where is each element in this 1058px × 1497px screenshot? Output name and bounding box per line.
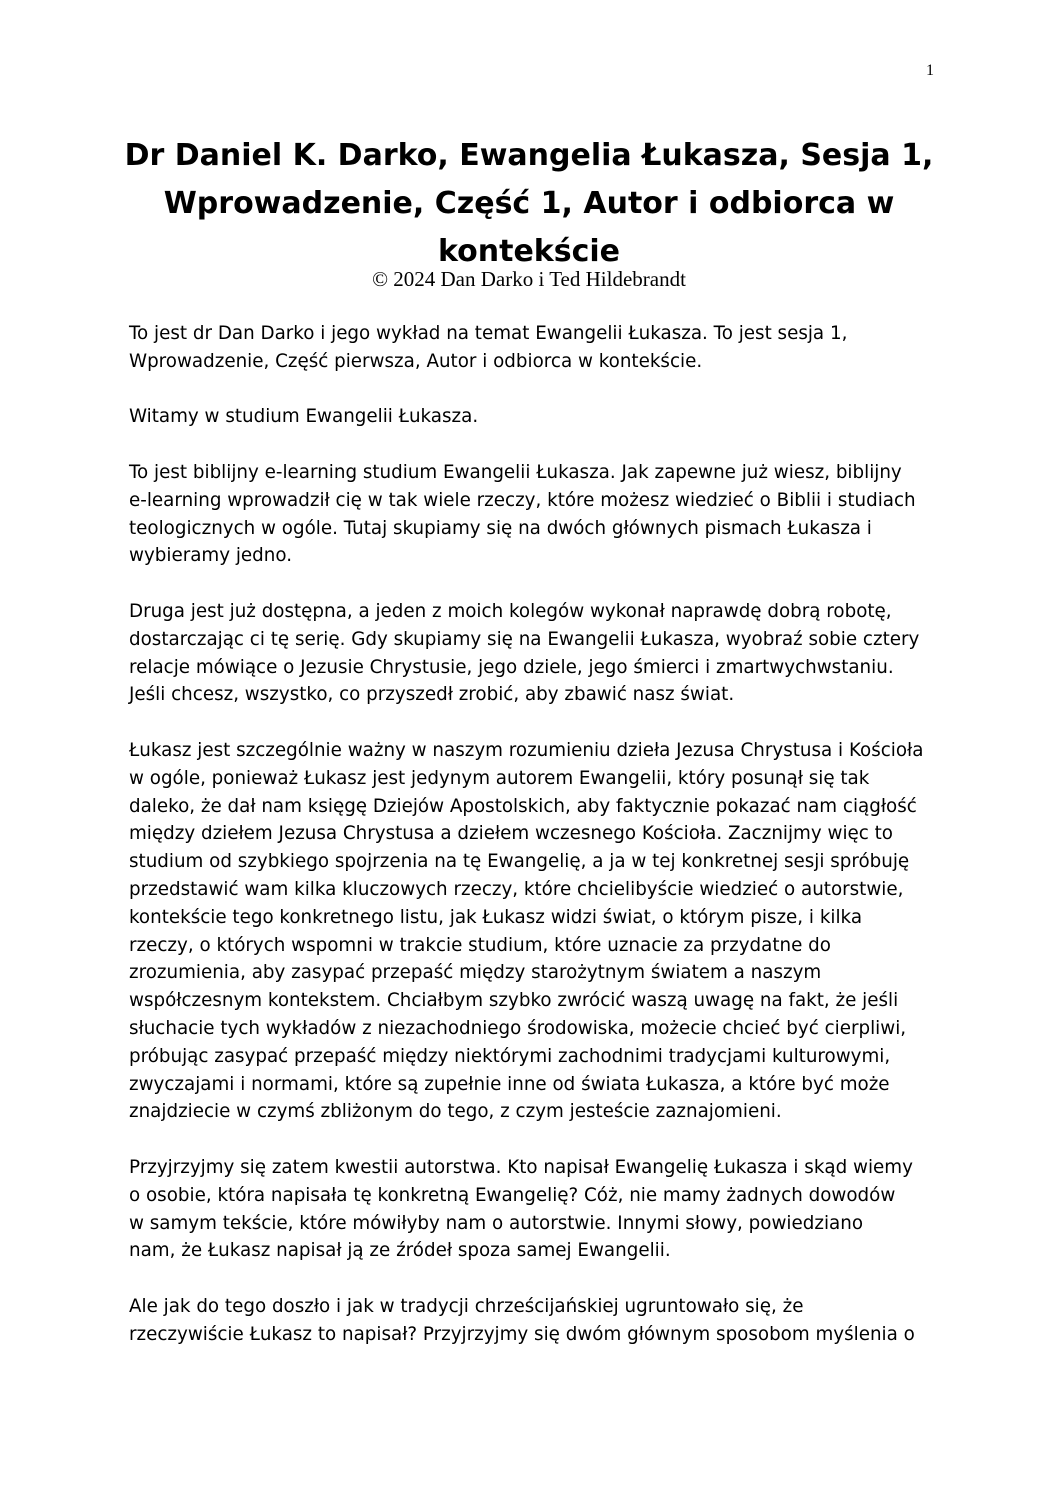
document-body bbox=[129, 320, 939, 1376]
text-line: Witamy w studium Ewangelii Łukasza. bbox=[129, 406, 479, 428]
text-line: Druga jest już dostępna, a jeden z moich kolegów wykonał naprawdę dobrą robotę, bbox=[129, 600, 892, 622]
text-line: Ale jak do tego doszło i jak w tradycji chrześcijańskiej ugruntowało się, że bbox=[129, 1295, 804, 1317]
text-line: nam, że Łukasz napisał ją ze źródeł spoza samej Ewangelii. bbox=[129, 1240, 671, 1262]
text-line: między dziełem Jezusa Chrystusa a dziełem wczesnego Kościoła. Zacznijmy więc to bbox=[129, 823, 893, 845]
text-line: dostarczając ci tę serię. Gdy skupiamy się na Ewangelii Łukasza, wyobraź sobie cztery bbox=[129, 628, 920, 650]
text-line: teologicznych w ogóle. Tutaj skupiamy się na dwóch głównych pismach Łukasza i bbox=[129, 517, 872, 539]
text-line: rzeczy, o których wspomni w trakcie studium, które uznacie za przydatne do bbox=[129, 934, 831, 956]
paragraph bbox=[129, 459, 939, 570]
text-line: e-learning wprowadził cię w tak wiele rzeczy, które możesz wiedzieć o Biblii i studiach bbox=[129, 489, 916, 511]
document-title bbox=[120, 132, 938, 276]
text-line: współczesnym kontekstem. Chciałbym szybko zwrócić waszą uwagę na fakt, że jeśli bbox=[129, 990, 899, 1012]
text-line: wybieramy jedno. bbox=[129, 545, 293, 567]
text-line: o osobie, która napisała tę konkretną Ewangelię? Cóż, nie mamy żadnych dowodów bbox=[129, 1184, 896, 1206]
text-line: kontekście tego konkretnego listu, jak Łukasz widzi świat, o którym pisze, i kilka bbox=[129, 906, 863, 928]
paragraph bbox=[129, 1293, 939, 1349]
page-number: 1 bbox=[926, 62, 934, 79]
text-line: rzeczywiście Łukasz to napisał? Przyjrzyjmy się dwóm głównym sposobom myślenia o bbox=[129, 1323, 915, 1345]
text-line: Łukasz jest szczególnie ważny w naszym rozumieniu dzieła Jezusa Chrystusa i Kościoła bbox=[129, 739, 924, 761]
title-line: kontekście bbox=[437, 234, 621, 269]
text-line: próbując zasypać przepaść między niektórymi zachodnimi tradycjami kulturowymi, bbox=[129, 1045, 891, 1067]
text-line: znajdziecie w czymś zbliżonym do tego, z czym jesteście zaznajomieni. bbox=[129, 1101, 782, 1123]
paragraph bbox=[129, 1154, 939, 1265]
paragraph bbox=[129, 320, 939, 376]
title-line: Wprowadzenie, Część 1, Autor i odbiorca w bbox=[163, 186, 895, 221]
paragraph bbox=[129, 737, 939, 1126]
copyright-line: © 2024 Dan Darko i Ted Hildebrandt bbox=[372, 267, 686, 291]
text-line: w samym tekście, które mówiłyby nam o autorstwie. Innymi słowy, powiedziano bbox=[129, 1212, 863, 1234]
text-line: Jeśli chcesz, wszystko, co przyszedł zrobić, aby zbawić nasz świat. bbox=[129, 684, 735, 706]
text-line: To jest biblijny e-learning studium Ewangelii Łukasza. Jak zapewne już wiesz, biblijny bbox=[129, 461, 902, 483]
text-line: słuchacie tych wykładów z niezachodniego środowiska, możecie chcieć być cierpliwi, bbox=[129, 1017, 907, 1039]
text-line: zrozumienia, aby zasypać przepaść między starożytnym światem a naszym bbox=[129, 962, 822, 984]
text-line: relacje mówiące o Jezusie Chrystusie, jego dziele, jego śmierci i zmartwychwstaniu. bbox=[129, 656, 894, 678]
paragraph bbox=[129, 403, 939, 431]
title-line: Dr Daniel K. Darko, Ewangelia Łukasza, Sesja 1, bbox=[124, 138, 934, 173]
text-line: daleko, że dał nam księgę Dziejów Apostolskich, aby faktycznie pokazać nam ciągłość bbox=[129, 795, 917, 817]
text-line: przedstawić wam kilka kluczowych rzeczy, które chcielibyście wiedzieć o autorstwie, bbox=[129, 878, 904, 900]
text-line: Przyjrzyjmy się zatem kwestii autorstwa. Kto napisał Ewangelię Łukasza i skąd wiemy bbox=[129, 1156, 913, 1178]
paragraph bbox=[129, 598, 939, 709]
text-line: w ogóle, ponieważ Łukasz jest jedynym autorem Ewangelii, który posunął się tak bbox=[129, 767, 870, 789]
text-line: studium od szybkiego spojrzenia na tę Ewangelię, a ja w tej konkretnej sesji spróbuję bbox=[129, 851, 910, 873]
text-line: zwyczajami i normami, które są zupełnie inne od świata Łukasza, a które być może bbox=[129, 1073, 890, 1095]
text-line: To jest dr Dan Darko i jego wykład na temat Ewangelii Łukasza. To jest sesja 1, bbox=[129, 323, 848, 344]
text-line: Wprowadzenie, Część pierwsza, Autor i odbiorca w kontekście. bbox=[129, 350, 703, 372]
